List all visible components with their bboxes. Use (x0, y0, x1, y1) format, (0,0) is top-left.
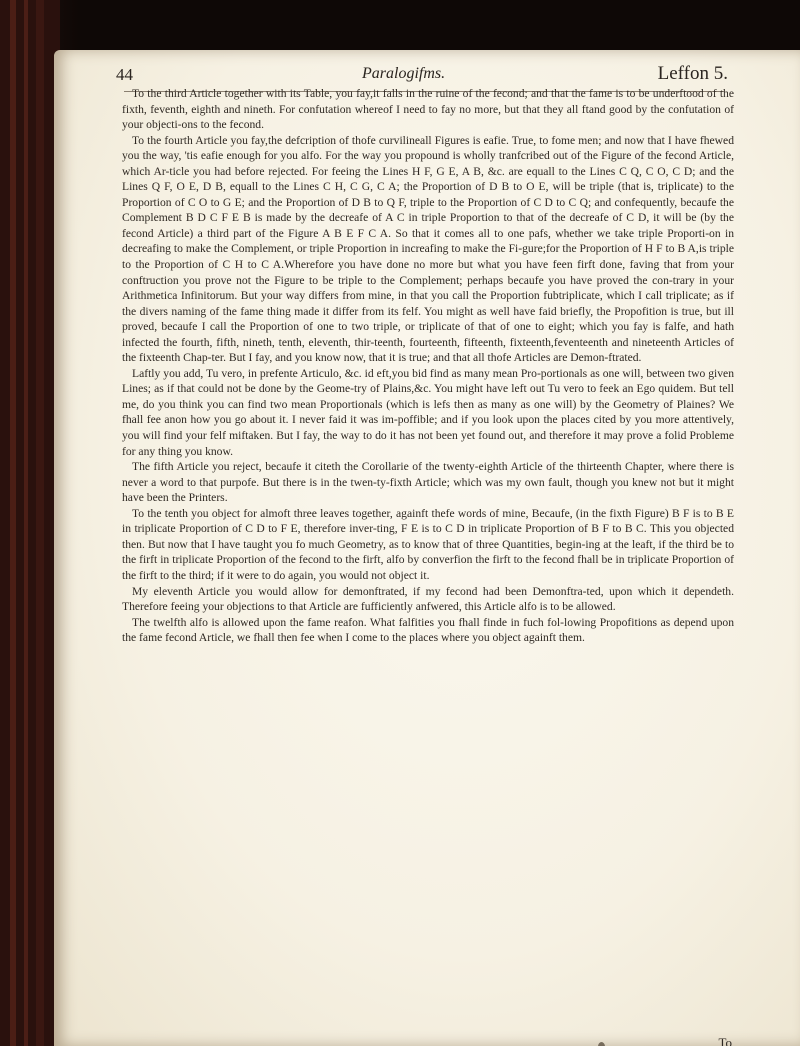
paragraph-tenth-article: To the tenth you object for almoft three leaves together, againft thefe words of mine, Becaufe, (in the fixth Figure) B F is to B E in triplicate Proportion of C D to F E, therefore inver-ting, F E is to C D in triplicate Proportion of B F to B C. This you objected then. But now that I have taught you fo much Geometry, as to know that of three Quantities, begin-ing at the leaft, if the third be to the firft in triplicate Proportion of the fecond to the firft, alfo by converfion the firft to the fecond fhall be in triplicate Proportion of the firft to the third; if it were to do again, you would not object it. (122, 506, 734, 582)
body-text (122, 86, 734, 646)
catchword: To (718, 1035, 732, 1046)
lesson-heading: Leffon 5. (657, 63, 728, 84)
paragraph-twelfth-article: The twelfth alfo is allowed upon the fame reafon. What falfities you fhall finde in fuch fol-lowing Propofitions as depend upon the fame fecond Article, we fhall then fee when I come to the places where you object againft them. (122, 615, 734, 645)
ink-smudge (598, 1042, 605, 1046)
page-number: 44 (116, 65, 133, 84)
paragraph-fifth-article: The fifth Article you reject, becaufe it citeth the Corollarie of the twenty-eighth Article of the thirteenth Chapter, where there is never a word to that purpofe. But there is in the twen-ty-fixth Article; which was my own fault, though you knew not but it might have been the Printers. (122, 460, 734, 505)
paragraph-fourth-article: To the fourth Article you fay,the defcription of thofe curvilineall Figures is eafie. True, to fome men; and now that I have fhewed you the way, 'tis eafie enough for you alfo. For the way you propound is wholly tranfcribed out of the Figure of the fecond Article, which Ar-ticle you had before rejected. For feeing the Lines H F, G E, A B, &c. are equall to the Lines C Q, C O, C D; and the Lines Q F, O E, D B, equall to the Lines C H, C G, C A; the Proportion of D B to O E, will be triple (that is, triplicate) to the Proportion of C O to G E; and the Proportion of D B to Q F, triple to the Proportion of C D to C Q; and confequently, becaufe the Complement B D C F E B is made by the decreafe of A C in triple Proportion to that of the decreafe of C D, it will be (by the fecond Article) a third part of the Figure A B E F C A. So that it comes all to one pafs, whether we take triple Proporti-on in decreafing to make the Complement, or triple Proportion in increafing to make the Fi-gure;for the Proportion of H F to B A,is triple to the Proportion of C H to C A.Wherefore you have done no more but what you have feen firft done, faving that from your conftruction you prove not the Figure to be triple to the Complement; perhaps becaufe you have proved the con-trary in your Arithmetica Infinitorum. But your way differs from mine, in that you call the Proportion fubtriplicate, which I call triplicate; as if the divers naming of the fame thing made it differ from its felf. You might as well have faid briefly, the Propofition is true, but ill proved, becaufe I call the Proportion of one to two triple, or triplicate of that of one to eight; which you fay is falfe, and hath infected the fourth, fifth, nineth, tenth, eleventh, thir-teenth, fourteenth, fifteenth, fixteenth,feventeenth and nineteenth Articles of the fixteenth Chap-ter. But I fay, and you know now, that it is true; and that all thofe Articles are Demon-ftrated. (122, 133, 734, 365)
book-binding-edge (0, 0, 60, 1046)
running-title: Paralogifms. (362, 65, 446, 82)
paragraph-third-article: To the third Article together with its Table, you fay,it falls in the ruine of the fecond; and that the fame is to be underftood of the fixth, feventh, eighth and nineth. For confutation whereof I need to fay no more, but that they all ftand good by the confutation of your objecti-ons to the fecond. (122, 87, 734, 132)
paragraph-lastly: Laftly you add, Tu vero, in prefente Articulo, &c. id eft,you bid find as many mean Pro-portionals as one will, between two given Lines; as if that could not be done by the Geome-try of Plains,&c. You might have left out Tu vero to feek an Ego quidem. But tell me, do you think you can find two mean Proportionals (which is lefs then as many as one will) by the Geometry of Plaines? We fhall fee anon how you go about it. I never faid it was im-poffible; and if you look upon the places cited by you more attentively, you will find your felf miftaken. But I fay, the way to do it has not been yet found out, and therefore it may prove a folid Probleme for any thing you know. (122, 366, 734, 458)
page-sheet (54, 50, 800, 1046)
paragraph-eleventh-article: My eleventh Article you would allow for demonftrated, if my fecond had been Demonftra-ted, upon which it dependeth. Therefore feeing your objections to that Article are fufficiently anfwered, this Article alfo is to be allowed. (122, 584, 734, 614)
